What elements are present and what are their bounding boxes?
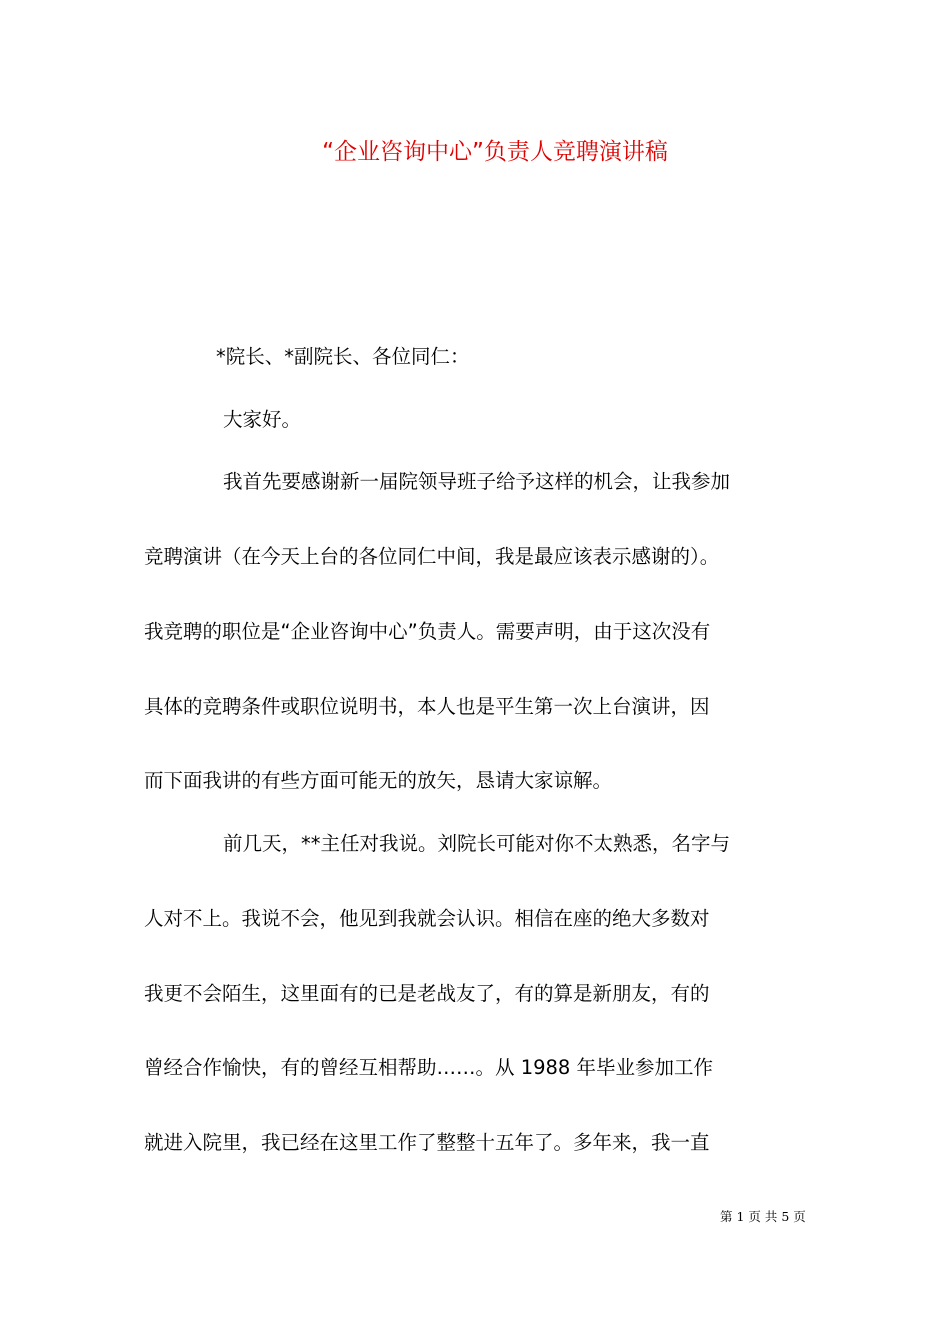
body-line: 我竞聘的职位是“企业咨询中心”负责人。需要声明，由于这次没有: [144, 620, 711, 643]
body-line: 竞聘演讲（在今天上台的各位同仁中间，我是最应该表示感谢的）。: [144, 545, 720, 568]
body-line: 我首先要感谢新一届院领导班子给予这样的机会，让我参加: [223, 470, 731, 493]
body-line: 人对不上。我说不会，他见到我就会认识。相信在座的绝大多数对: [144, 907, 710, 930]
body-line: 就进入院里，我已经在这里工作了整整十五年了。多年来，我一直: [144, 1131, 710, 1154]
document-title: “企业咨询中心”负责人竞聘演讲稿: [322, 139, 668, 165]
body-line: 而下面我讲的有些方面可能无的放矢，恳请大家谅解。: [144, 769, 613, 792]
body-line: 曾经合作愉快，有的曾经互相帮助……。从 1988 年毕业参加工作: [144, 1056, 714, 1079]
body-line: 我更不会陌生，这里面有的已是老战友了，有的算是新朋友，有的: [144, 982, 710, 1005]
greeting-line: 大家好。: [223, 408, 302, 431]
salutation-line: *院长、*副院长、各位同仁：: [216, 345, 470, 368]
page-footer: 第 1 页 共 5 页: [720, 1209, 806, 1224]
body-line: 前几天，**主任对我说。刘院长可能对你不太熟悉，名字与: [223, 832, 731, 855]
body-line: 具体的竞聘条件或职位说明书，本人也是平生第一次上台演讲，因: [144, 695, 710, 718]
